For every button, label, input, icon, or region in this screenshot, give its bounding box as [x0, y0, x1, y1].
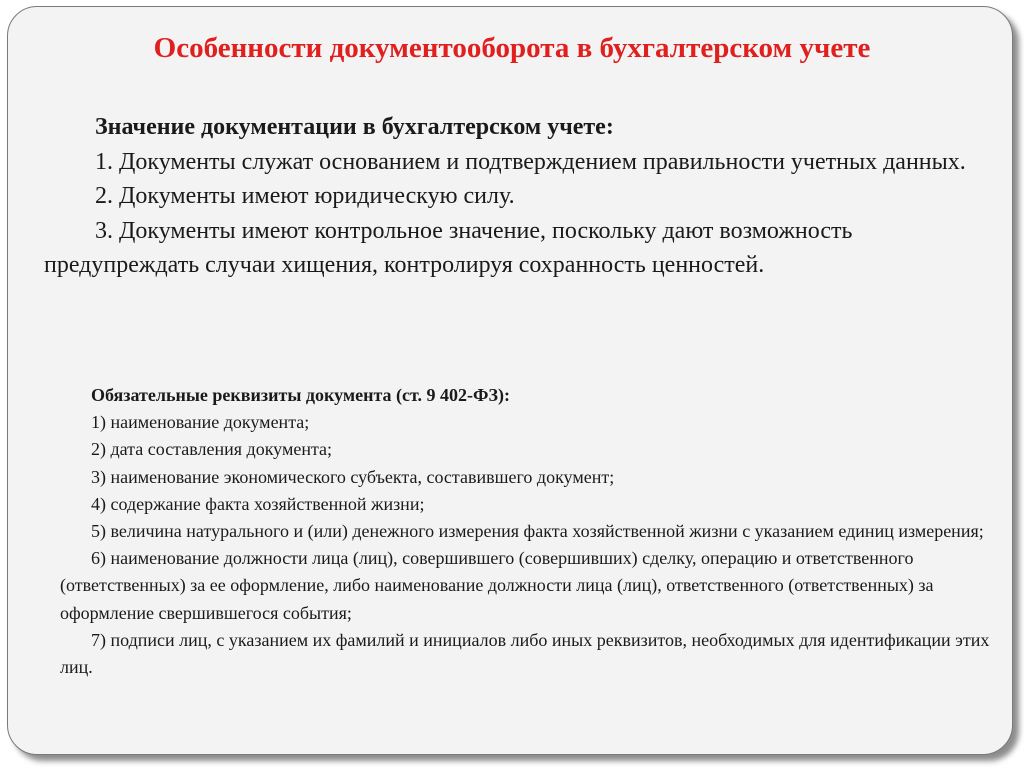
- requisite-item-5: 5) величина натурального и (или) денежного измерения факта хозяйственной жизни с указанием единиц измерения;: [91, 521, 984, 542]
- requisite-item-4: 4) содержание факта хозяйственной жизни;: [91, 493, 425, 514]
- significance-item-2: 2. Документы имеют юридическую силу.: [95, 183, 515, 209]
- requisite-item-7: 7) подписи лиц, с указанием их фамилий и инициалов либо иных реквизитов, необходимых для идентификации этих лиц.: [60, 629, 990, 678]
- requisites-heading: Обязательные реквизиты документа (ст. 9 402-ФЗ):: [91, 385, 510, 405]
- requisite-item-1: 1) наименование документа;: [91, 412, 310, 433]
- significance-heading: Значение документации в бухгалтерском учете:: [95, 114, 614, 140]
- slide-title: Особенности документооборота в бухгалтерском учете: [153, 32, 871, 64]
- requisite-item-3: 3) наименование экономического субъекта, составившего документ;: [91, 466, 615, 487]
- significance-item-1: 1. Документы служат основанием и подтверждением правильности учетных данных.: [95, 148, 966, 175]
- requisite-item-6: 6) наименование должности лица (лиц), совершившего (совершивших) сделку, операцию и ответственного (ответственных) за ее оформление, либо наименование должности лица (лиц), ответственного (ответственных) за оформление свершившегося события;: [60, 548, 934, 623]
- significance-item-3: 3. Документы имеют контрольное значение, поскольку дают возможность предупреждать случаи хищения, контролируя сохранность ценностей.: [44, 217, 853, 278]
- significance-section: [44, 110, 994, 283]
- requisites-section: [60, 382, 1000, 681]
- requisite-item-2: 2) дата составления документа;: [91, 439, 333, 460]
